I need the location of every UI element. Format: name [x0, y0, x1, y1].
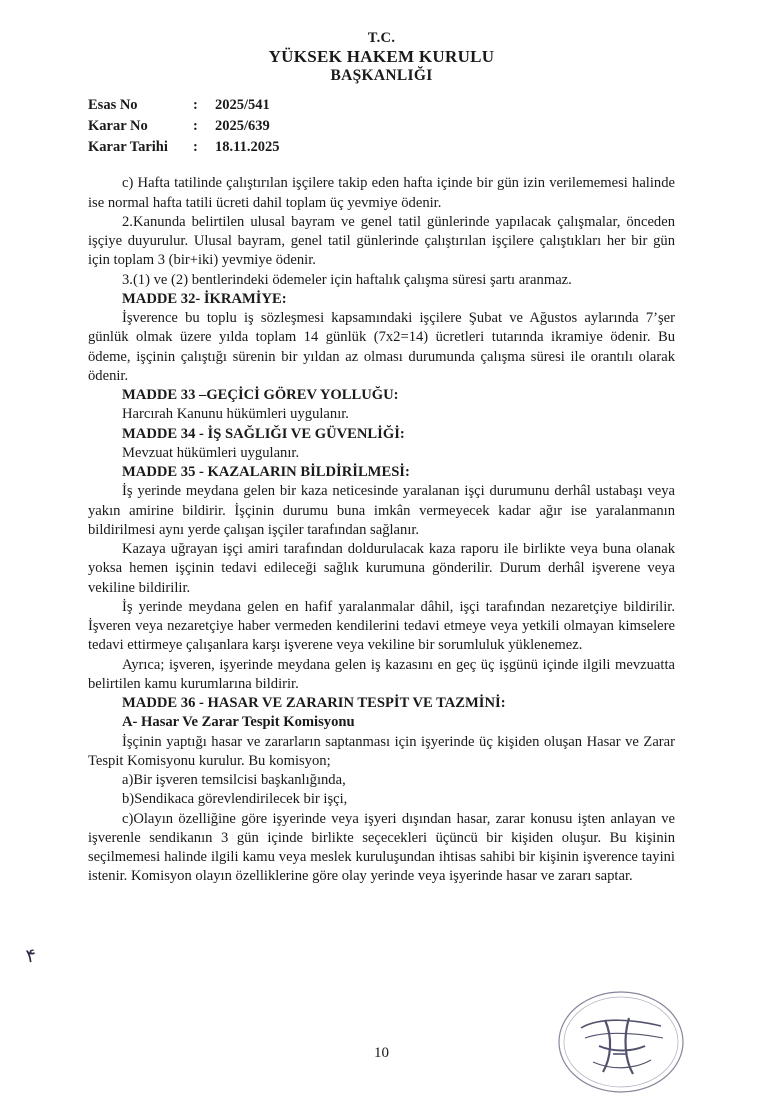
subheading-madde-36-a: A- Hasar Ve Zarar Tespit Komisyonu	[122, 714, 355, 731]
meta-colon-esas-no: :	[193, 97, 198, 114]
case-metadata	[88, 95, 763, 158]
meta-label-esas-no: Esas No	[88, 97, 138, 114]
document-body	[88, 174, 675, 886]
page-number: 10	[374, 1045, 389, 1061]
heading-madde-32: MADDE 32- İKRAMİYE:	[122, 290, 287, 307]
meta-colon-karar-no: :	[193, 118, 198, 135]
document-header	[0, 30, 763, 85]
meta-value-karar-tarihi: 18.11.2025	[215, 139, 280, 156]
header-line-institution: YÜKSEK HAKEM KURULU	[268, 47, 495, 67]
meta-value-esas-no: 2025/541	[215, 97, 270, 114]
document-page	[0, 30, 763, 1110]
paragraph-madde-33-body: Harcırah Kanunu hükümleri uygulanır.	[122, 406, 349, 423]
meta-row-karar-no	[88, 116, 763, 137]
heading-madde-33: MADDE 33 –GEÇİCİ GÖREV YOLLUĞU:	[122, 387, 399, 404]
paragraph-ulusal-bayram: 2.Kanunda belirtilen ulusal bayram ve genel tatil günlerinde yapılacak çalışmalar, önceden işçiye duyurulur. Ulusal bayram, genel tatil günlerinde çalıştırılan işçilere çalıştıkları her bir gün için toplam 3 (bir+iki) yevmiye ödenir.	[88, 213, 675, 269]
paragraph-madde-35-body-1: İş yerinde meydana gelen bir kaza neticesinde yaralanan işçi durumunu derhâl ustabaşı veya yakın amirine bildirir. İşçinin durumu buna imkân vermeyecek kadar ağır ise yaralanmanın bildirilmesi aynı yerde çalışan işçiler tarafından sağlanır.	[88, 483, 675, 538]
heading-madde-34: MADDE 34 - İŞ SAĞLIĞI VE GÜVENLİĞİ:	[122, 425, 405, 442]
paragraph-haftalik-sure: 3.(1) ve (2) bentlerindeki ödemeler için haftalık çalışma süresi şartı aranmaz.	[122, 271, 572, 288]
signature-stamp-icon	[541, 980, 701, 1100]
margin-initial-mark: ۴	[24, 945, 38, 968]
meta-row-karar-tarihi	[88, 137, 763, 158]
meta-value-karar-no: 2025/639	[215, 118, 270, 135]
heading-madde-35: MADDE 35 - KAZALARIN BİLDİRİLMESİ:	[122, 464, 410, 481]
header-line-tc: T.C.	[367, 30, 396, 46]
paragraph-madde-36-body: İşçinin yaptığı hasar ve zararların saptanması için işyerinde üç kişiden oluşan Hasar ve Zarar Tespit Komisyonu kurulur. Bu komisyon;	[88, 733, 675, 769]
paragraph-hafta-tatili: c) Hafta tatilinde çalıştırılan işçilere takip eden hafta içinde bir gün izin verilememesi halinde ise normal hafta tatili ücreti dahil toplam üç yevmiye ödenir.	[88, 175, 675, 211]
heading-madde-36: MADDE 36 - HASAR VE ZARARIN TESPİT VE TAZMİNİ:	[122, 695, 506, 712]
meta-row-esas-no	[88, 95, 763, 116]
paragraph-madde-35-body-2: Kazaya uğrayan işçi amiri tarafından doldurulacak kaza raporu ile birlikte veya buna olanak yoksa hemen işçinin tedavi edileceği sağlık kurumuna gönderilir. Durum derhâl işverene veya vekiline bildirilir.	[88, 541, 675, 596]
list-item-madde-36-c: c)Olayın özelliğine göre işyerinde veya işyeri dışından hasar, zarar konusu işten anlayan ve işverenle sendikanın 3 gün içinde birlikte seçecekleri üçüncü bir kişiden oluşur. Bu kişinin seçilmemesi halinde ilgili kamu veya meslek kuruluşundan ihtisas sahibi bir kişinin işverence tayini istenir. Komisyon olayın özelliklerine göre olay yerinde veya işyerinde hasar ve zararı saptar.	[88, 810, 675, 885]
list-item-madde-36-b: b)Sendikaca görevlendirilecek bir işçi,	[122, 791, 348, 808]
paragraph-madde-32-body: İşverence bu toplu iş sözleşmesi kapsamındaki işçilere Şubat ve Ağustos aylarında 7’şer günlük olmak üzere yılda toplam 14 günlük (7x2=14) ücretleri tutarında ikramiye ödenir. Bu ödeme, işçinin çalıştığı sürenin bir yıldan az olması durumunda çalışma süresi ile orantılı olarak ödenir.	[88, 310, 675, 384]
meta-colon-karar-tarihi: :	[193, 139, 198, 156]
meta-label-karar-tarihi: Karar Tarihi	[88, 139, 168, 156]
meta-label-karar-no: Karar No	[88, 118, 148, 135]
list-item-madde-36-a: a)Bir işveren temsilcisi başkanlığında,	[122, 772, 346, 789]
header-line-presidency: BAŞKANLIĞI	[330, 67, 433, 85]
paragraph-madde-34-body: Mevzuat hükümleri uygulanır.	[122, 444, 300, 461]
paragraph-madde-35-body-3: İş yerinde meydana gelen en hafif yaralanmalar dâhil, işçi tarafından nezaretçiye bildirilir. İşveren veya nezaretçiye haber vermeden kendilerini tedavi etmeye veya yetkili olmayan kimselere tedavi ettirmeye çalışanlara karşı işverene veya vekiline bir sorumluluk yüklenemez.	[88, 598, 675, 654]
paragraph-madde-35-body-4: Ayrıca; işveren, işyerinde meydana gelen iş kazasını en geç üç işgünü içinde ilgili mevzuatta belirtilen kamu kurumlarına bildirir.	[88, 656, 675, 692]
